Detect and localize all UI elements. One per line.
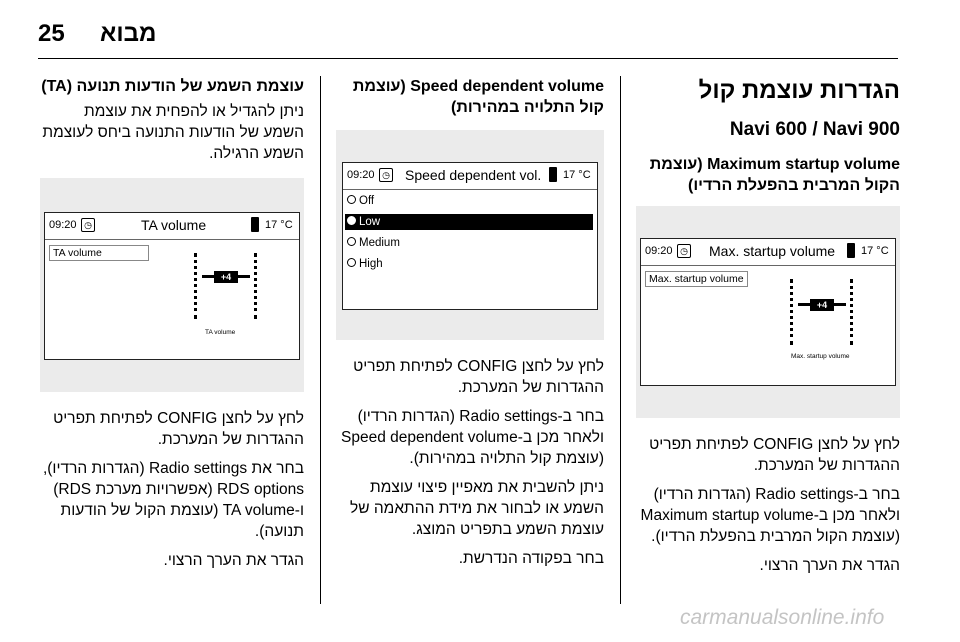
paragraph-0: ניתן להגדיל או להפחית את עוצמת השמע של הודעות התנועה ביחס לעוצמת השמע הרגילה. (42, 103, 304, 162)
clock-icon: ◷ (81, 218, 95, 232)
paragraph-2: בחר את Radio settings (הגדרות הרדיו), RDS options (אפשרויות מערכת RDS) ו-TA volume (עוצמת הקול של הודעות תנועה). (42, 460, 304, 540)
screen-status-bar (45, 213, 299, 240)
watermark: carmanualsonline.info (680, 606, 885, 629)
paragraph-1: לחץ על לחצן CONFIG לפתיחת תפריט ההגדרות של המערכת. (353, 358, 604, 396)
ta-volume-heading: עוצמת השמע של הודעות תנועה (TA) (41, 78, 304, 95)
slider-scale-right (254, 253, 260, 319)
display-screen (342, 162, 598, 310)
option-medium[interactable]: Medium (347, 235, 400, 251)
slider-scale-left (194, 253, 200, 319)
clock-icon: ◷ (677, 244, 691, 258)
screen-title: TA volume (141, 217, 207, 233)
clock-time: 09:20 (645, 245, 673, 257)
navi-subtitle: Navi 600 / Navi 900 (729, 119, 900, 140)
paragraph-3: ניתן להשבית את מאפיין פיצוי עוצמת השמע או לבחור את מידת ההתאמה של עוצמת השמע בתפריט המוצג. (350, 479, 604, 538)
column-divider-left (320, 76, 321, 604)
temperature: 17 °C (265, 219, 293, 231)
slider-scale-left (790, 279, 796, 345)
speed-dependent-figure (336, 130, 604, 340)
radio-selected-icon (347, 216, 356, 225)
paragraph-2: בחר ב-Radio settings (הגדרות הרדיו) ולאחר מכן ב-Maximum startup volume (עוצמת הקול המרבית בהפעלת הרדיו). (640, 486, 900, 545)
screen-status-bar (343, 163, 597, 190)
paragraph-3: הגדר את הערך הרצוי. (759, 557, 900, 574)
option-off[interactable]: Off (347, 193, 374, 209)
radio-icon (347, 237, 356, 246)
screen-status-bar (641, 239, 895, 266)
slider-value[interactable]: +4 (214, 271, 238, 283)
paragraph-1: לחץ על לחצן CONFIG לפתיחת תפריט ההגדרות של המערכת. (649, 436, 900, 474)
section-title: הגדרות עוצמת קול (698, 77, 900, 104)
paragraph-1: לחץ על לחצן CONFIG לפתיחת תפריט ההגדרות של המערכת. (53, 410, 304, 448)
max-startup-heading: Maximum startup volume (עוצמת הקול המרבית בהפעלת הרדיו) (649, 156, 900, 194)
phone-icon (549, 167, 557, 182)
paragraph-3: הגדר את הערך הרצוי. (163, 552, 304, 569)
chapter-title: מבוא (100, 20, 157, 47)
paragraph-4: בחר בפקודה הנדרשת. (458, 550, 604, 567)
page-number: 25 (38, 20, 65, 47)
phone-icon (251, 217, 259, 232)
paragraph-2: בחר ב-Radio settings (הגדרות הרדיו) ולאחר מכן ב-Speed dependent volume (עוצמת קול התלויה במהירות). (341, 408, 604, 467)
clock-time: 09:20 (49, 219, 77, 231)
menu-item-max-startup[interactable]: Max. startup volume (645, 271, 748, 287)
column-right (636, 76, 900, 584)
screen-caption: TA volume (205, 329, 236, 336)
screen-caption: Max. startup volume (791, 353, 850, 360)
phone-icon (847, 243, 855, 258)
page-header (0, 0, 960, 60)
temperature: 17 °C (563, 169, 591, 181)
header-rule (38, 58, 898, 59)
slider-scale-right (850, 279, 856, 345)
screen-title: Max. startup volume (709, 243, 836, 259)
temperature: 17 °C (861, 245, 889, 257)
display-screen (640, 238, 896, 386)
clock-time: 09:20 (347, 169, 375, 181)
radio-icon (347, 258, 356, 267)
option-low[interactable]: Low (345, 214, 593, 230)
speed-dependent-heading: Speed dependent volume (עוצמת קול התלויה במהירות) (352, 78, 604, 116)
display-screen (44, 212, 300, 360)
clock-icon: ◷ (379, 168, 393, 182)
slider-value[interactable]: +4 (810, 299, 834, 311)
column-left (40, 76, 304, 579)
menu-item-ta-volume[interactable]: TA volume (49, 245, 149, 261)
option-high[interactable]: High (347, 256, 383, 272)
screen-title: Speed dependent vol. (405, 167, 542, 183)
ta-volume-figure (40, 178, 304, 392)
max-startup-figure (636, 206, 900, 418)
column-middle (336, 76, 604, 577)
column-divider-right (620, 76, 621, 604)
radio-icon (347, 195, 356, 204)
